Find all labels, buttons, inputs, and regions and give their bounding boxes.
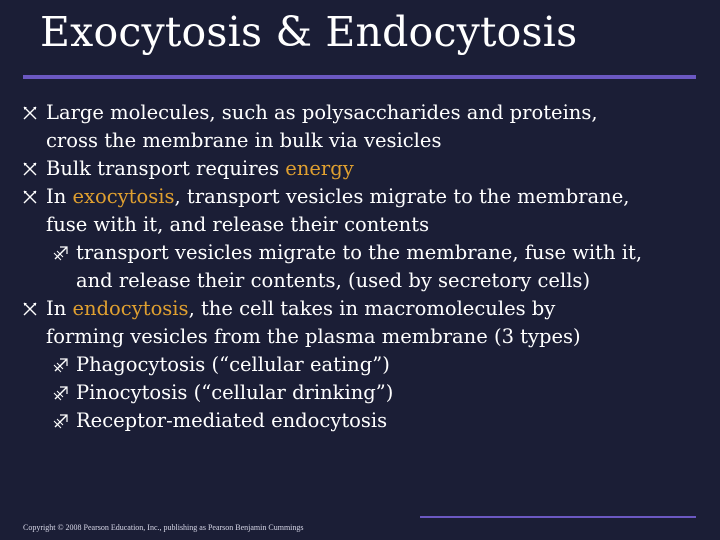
bullet-text: In (46, 297, 73, 320)
highlight-term: endocytosis (72, 297, 189, 320)
slide-title: Exocytosis & Endocytosis (40, 8, 578, 56)
bullet-item (0, 295, 720, 351)
footer-rule (420, 516, 696, 518)
bullet-text: Pinocytosis (“cellular drinking”) (76, 381, 394, 404)
diagonal-arrow-bullet-icon (52, 356, 70, 374)
bullet-text: , transport vesicles migrate to the membrane, (174, 185, 630, 208)
x-bullet-icon (21, 160, 39, 178)
diagonal-arrow-bullet-icon (52, 412, 70, 430)
bullet-text: forming vesicles from the plasma membrane (3 types) (46, 325, 581, 348)
highlight-term: energy (285, 157, 354, 180)
bullet-item (0, 99, 720, 155)
bullet-text: Large molecules, such as polysaccharides and proteins, (46, 101, 598, 124)
sub-bullet-item (0, 239, 720, 295)
bullet-text: cross the membrane in bulk via vesicles (46, 129, 442, 152)
diagonal-arrow-bullet-icon (52, 384, 70, 402)
sub-bullet-item (0, 407, 720, 435)
bullet-text: Receptor-mediated endocytosis (76, 409, 388, 432)
sub-bullet-item (0, 379, 720, 407)
bullet-text: Phagocytosis (“cellular eating”) (76, 353, 390, 376)
x-bullet-icon (21, 104, 39, 122)
x-bullet-icon (21, 188, 39, 206)
bullet-item (0, 155, 720, 183)
bullet-text: In (46, 185, 73, 208)
sub-bullet-item (0, 351, 720, 379)
bullet-text: transport vesicles migrate to the membrane, fuse with it, (76, 241, 643, 264)
bullet-list (0, 99, 720, 435)
title-underline (23, 75, 696, 79)
diagonal-arrow-bullet-icon (52, 244, 70, 262)
copyright-footer: Copyright © 2008 Pearson Education, Inc., publishing as Pearson Benjamin Cummings (23, 523, 304, 532)
bullet-item (0, 183, 720, 239)
x-bullet-icon (21, 300, 39, 318)
bullet-text: Bulk transport requires (46, 157, 286, 180)
highlight-term: exocytosis (72, 185, 175, 208)
bullet-text: , the cell takes in macromolecules by (188, 297, 556, 320)
bullet-text: and release their contents, (used by secretory cells) (76, 269, 591, 292)
bullet-text: fuse with it, and release their contents (46, 213, 430, 236)
